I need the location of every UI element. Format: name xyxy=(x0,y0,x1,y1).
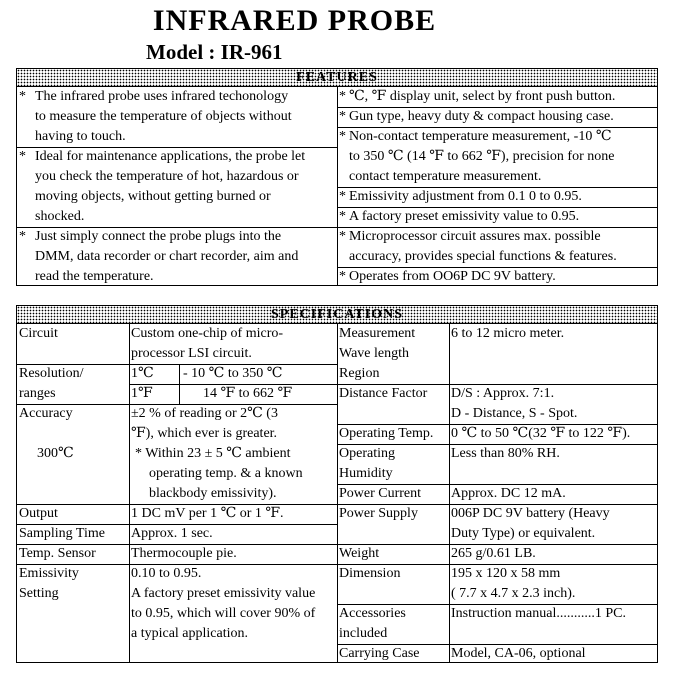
features-table xyxy=(16,68,658,286)
spec-accuracy-label: Accuracy xyxy=(19,406,73,421)
specifications-table xyxy=(16,305,658,663)
spec-circuit-value: Custom one-chip of micro- processor LSI circuit. xyxy=(131,326,284,361)
feature-right-4: * Emissivity adjustment from 0.1 0 to 0.95. xyxy=(339,189,582,204)
spec-accessories-label: Accessories included xyxy=(339,606,406,641)
feature-right-3: * Non-contact temperature measurement, -10 ℃ to 350 ℃ (14 ℉ to 662 ℉), precision for none contact temperature measurement. xyxy=(339,129,615,184)
document-title: INFRARED PROBE xyxy=(152,4,437,37)
feature-left-1: * The infrared probe uses infrared techonology to measure the temperature of objects without having to touch. xyxy=(19,89,292,144)
spec-range-1: - 10 ℃ to 350 ℃ xyxy=(183,366,283,381)
spec-weight-label: Weight xyxy=(339,546,380,561)
feature-right-6: * Microprocessor circuit assures max. possible accuracy, provides special functions & features. xyxy=(339,229,617,264)
spec-sensor-label: Temp. Sensor xyxy=(19,546,96,561)
spec-supply-label: Power Supply xyxy=(339,506,418,521)
spec-sensor-value: Thermocouple pie. xyxy=(131,546,237,561)
spec-wavelength-value: 6 to 12 micro meter. xyxy=(451,326,565,341)
spec-humidity-label: Operating Humidity xyxy=(339,446,395,481)
spec-dimension-label: Dimension xyxy=(339,566,401,581)
spec-case-label: Carrying Case xyxy=(339,646,420,661)
feature-right-2: * Gun type, heavy duty & compact housing case. xyxy=(339,109,614,124)
feature-right-7: * Operates from OO6P DC 9V battery. xyxy=(339,269,556,284)
spec-wavelength-label: Measurement Wave length Region xyxy=(339,326,416,381)
spec-weight-value: 265 g/0.61 LB. xyxy=(451,546,536,561)
features-header: FEATURES xyxy=(17,69,657,87)
spec-sampling-value: Approx. 1 sec. xyxy=(131,526,213,541)
spec-dimension-value: 195 x 120 x 58 mm ( 7.7 x 4.7 x 2.3 inch). xyxy=(451,566,576,601)
spec-optemp-label: Operating Temp. xyxy=(339,426,434,441)
model-number: Model : IR-961 xyxy=(146,40,283,64)
spec-output-label: Output xyxy=(19,506,58,521)
spec-supply-value: 006P DC 9V battery (Heavy Duty Type) or equivalent. xyxy=(451,506,610,541)
spec-current-label: Power Current xyxy=(339,486,422,501)
spec-circuit-label: Circuit xyxy=(19,326,58,341)
spec-accessories-value: Instruction manual...........1 PC. xyxy=(451,606,626,621)
spec-output-value: 1 DC mV per 1 ℃ or 1 ℉. xyxy=(131,506,284,521)
spec-case-value: Model, CA-06, optional xyxy=(451,646,586,661)
spec-range-2: 14 ℉ to 662 ℉ xyxy=(203,386,293,401)
feature-left-2: * Ideal for maintenance applications, the probe let you check the temperature of hot, hazardous or moving objects, without getting burned or shocked. xyxy=(19,149,306,224)
spec-sampling-label: Sampling Time xyxy=(19,526,105,541)
spec-accuracy-value: ±2 % of reading or 2℃ (3 ℉), which ever is greater. xyxy=(131,406,278,441)
spec-distance-value: D/S : Approx. 7:1. D - Distance, S - Spot. xyxy=(451,386,578,421)
spec-resolution-label: Resolution/ ranges xyxy=(19,366,84,401)
feature-right-1: * ℃, ℉ display unit, select by front push button. xyxy=(339,89,616,104)
spec-current-value: Approx. DC 12 mA. xyxy=(451,486,566,501)
spec-resolution-1: 1℃ xyxy=(131,366,154,381)
spec-accuracy-note: * Within 23 ± 5 ℃ ambient operating temp. & a known blackbody emissivity). xyxy=(135,446,303,501)
spec-emissivity-value: 0.10 to 0.95. A factory preset emissivity value to 0.95, which will cover 90% of a typical application. xyxy=(131,566,316,641)
spec-humidity-value: Less than 80% RH. xyxy=(451,446,560,461)
spec-distance-label: Distance Factor xyxy=(339,386,428,401)
spec-emissivity-label: Emissivity Setting xyxy=(19,566,79,601)
spec-accuracy-temp: 300℃ xyxy=(37,446,74,461)
spec-resolution-2: 1℉ xyxy=(131,386,153,401)
specifications-header: SPECIFICATIONS xyxy=(17,306,657,324)
feature-left-3: * Just simply connect the probe plugs into the DMM, data recorder or chart recorder, aim and read the temperature. xyxy=(19,229,299,284)
spec-optemp-value: 0 ℃ to 50 ℃(32 ℉ to 122 ℉). xyxy=(451,426,631,441)
feature-right-5: * A factory preset emissivity value to 0.95. xyxy=(339,209,580,224)
